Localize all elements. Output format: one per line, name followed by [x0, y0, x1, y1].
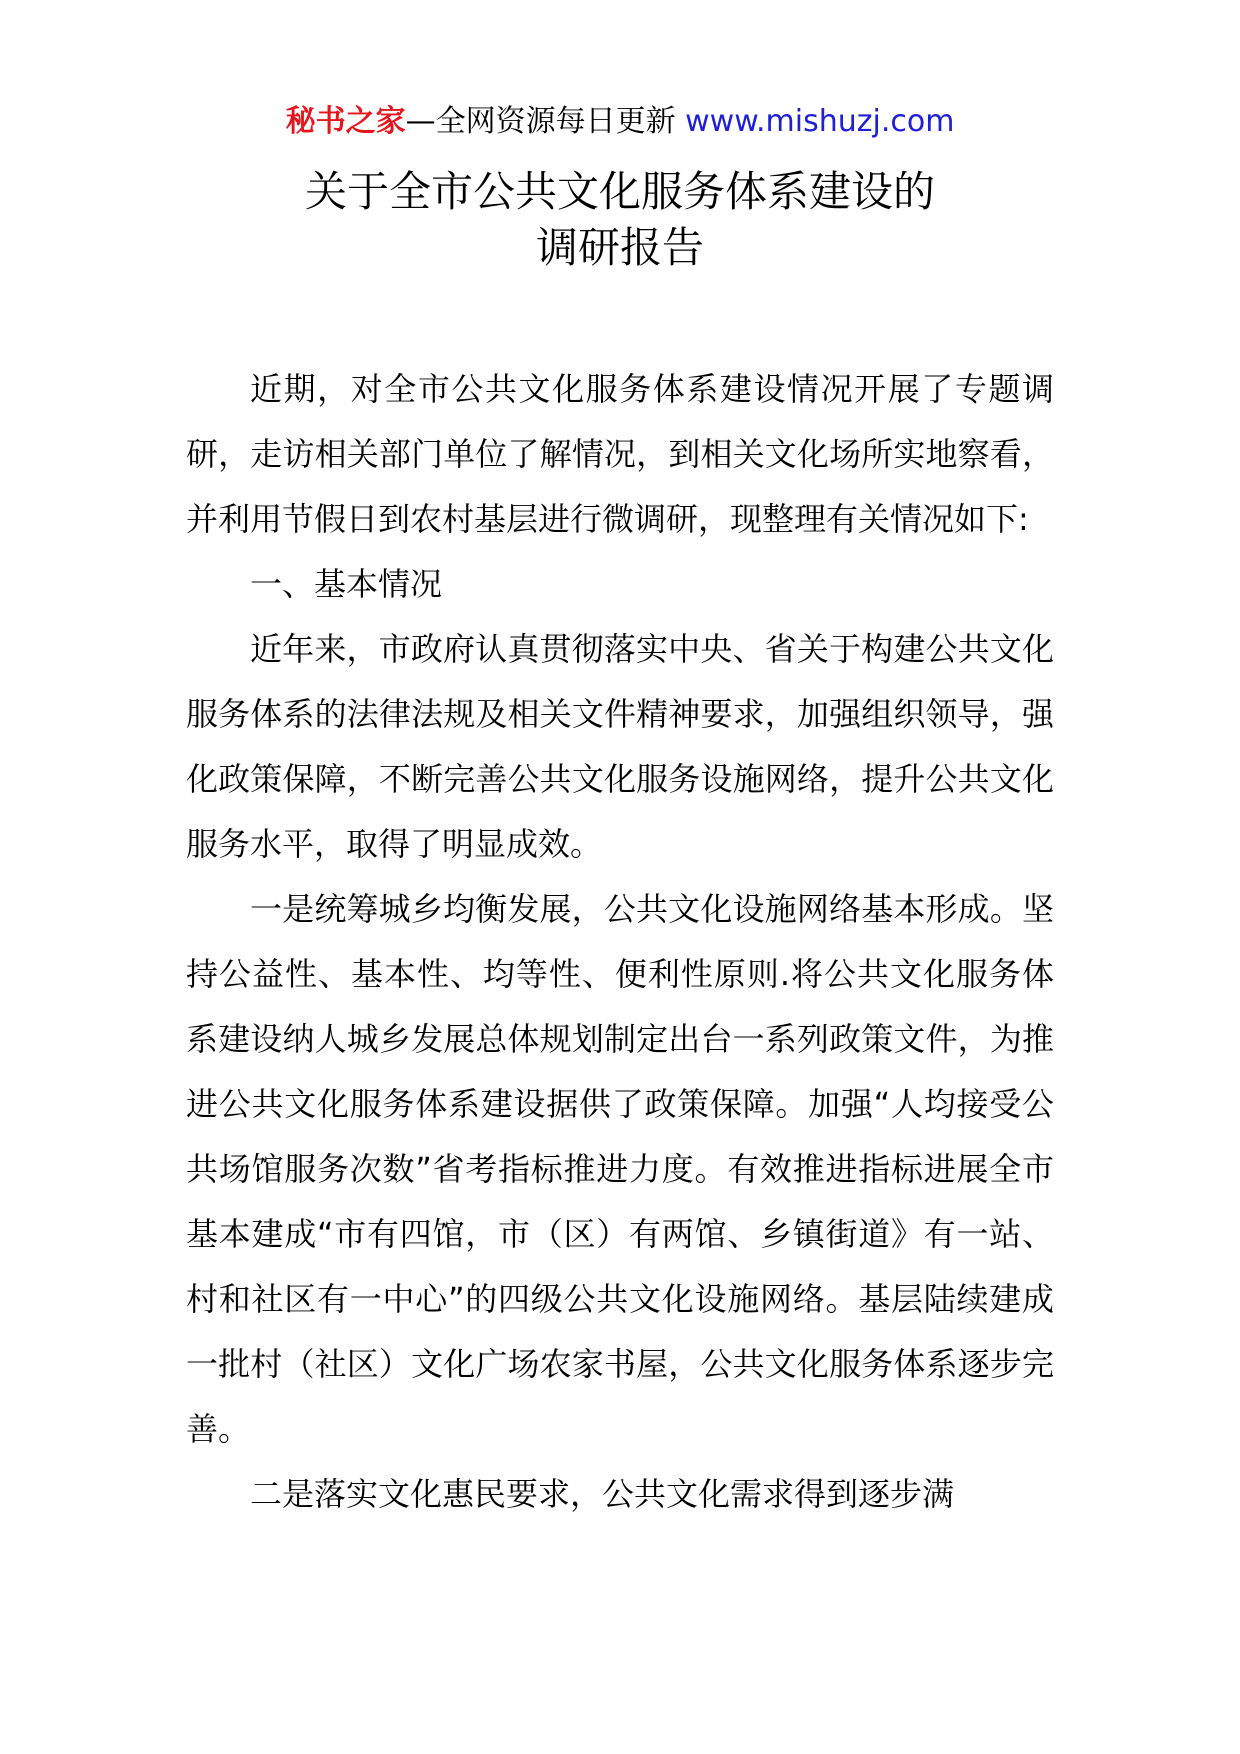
site-header [0, 100, 1240, 144]
document-body [186, 357, 1054, 1527]
paragraph-overview: 近年来，市政府认真贯彻落实中央、省关于构建公共文化服务体系的法律法规及相关文件精神要求，加强组织领导，强化政策保障，不断完善公共文化服务设施网络，提升公共文化服务水平，取得了明显成效。 [186, 630, 1054, 863]
paragraph-point-two: 二是落实文化惠民要求，公共文化需求得到逐步满 [250, 1475, 955, 1513]
site-url-link[interactable]: www.mishuzj.com [685, 104, 955, 139]
paragraph-point-one: 一是统筹城乡均衡发展，公共文化设施网络基本形成。坚持公益性、基本性、均等性、便利性原则.将公共文化服务体系建设纳人城乡发展总体规划制定出台一系列政策文件，为推进公共文化服务体系建设据供了政策保障。加强“人均接受公共场馆服务次数”省考指标推进力度。有效推进指标进展全市基本建成“市有四馆，市（区）有两馆、乡镇街道》有一站、村和社区有一中心”的四级公共文化设施网络。基层陆续建成一批村（社区）文化广场农家书屋，公共文化服务体系逐步完善。 [186, 890, 1054, 1448]
paragraph-intro: 近期，对全市公共文化服务体系建设情况开展了专题调研，走访相关部门单位了解情况，到相关文化场所实地察看，并利用节假日到农村基层进行微调研，现整理有关情况如下: [186, 370, 1054, 538]
title-line-2: 调研报告 [535, 223, 704, 272]
site-slogan: —全网资源每日更新 [405, 104, 686, 139]
site-brand: 秘书之家 [285, 104, 406, 139]
document-title [0, 164, 1240, 276]
title-line-1: 关于全市公共文化服务体系建设的 [304, 167, 935, 216]
section-heading-basic: 一、基本情况 [250, 565, 443, 603]
